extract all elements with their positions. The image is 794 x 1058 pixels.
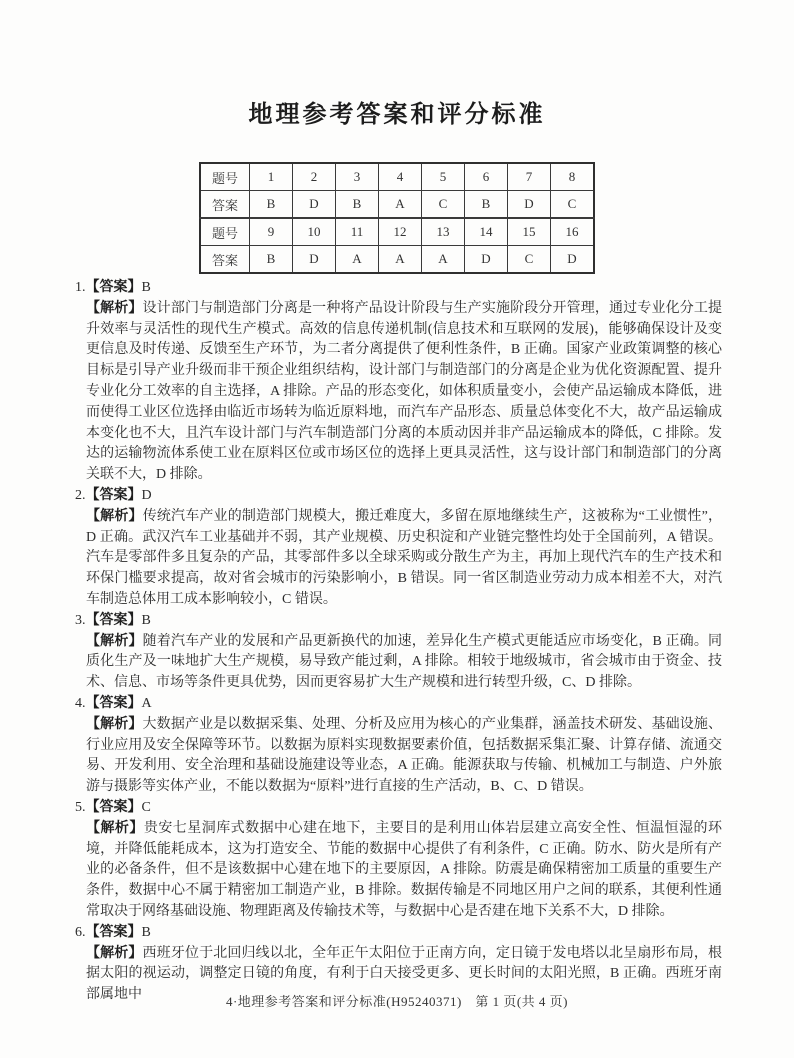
question-number: 2. (75, 487, 86, 503)
analysis-paragraph (86, 507, 722, 611)
answer-table-cell: A (379, 191, 422, 219)
answer-table-cell: 6 (465, 163, 508, 191)
question-number: 4. (75, 695, 86, 711)
answer-explanations (75, 278, 722, 1006)
answer-table-cell: D (551, 246, 595, 274)
answer-label: 【答案】 (85, 612, 142, 628)
answer-label: 【答案】 (85, 695, 142, 711)
answer-letter: C (141, 799, 151, 815)
row-header-cell: 题号 (200, 218, 250, 246)
answer-table-cell: B (250, 191, 293, 219)
question-number: 5. (75, 799, 86, 815)
answer-label: 【答案】 (85, 924, 142, 940)
analysis-paragraph (86, 299, 722, 486)
analysis-label: 【解析】 (86, 820, 144, 836)
question-number: 1. (75, 280, 86, 295)
answer-letter: B (141, 280, 151, 295)
answer-label: 【答案】 (85, 487, 142, 503)
answer-table-cell: 10 (293, 218, 336, 246)
answer-section (75, 611, 722, 694)
answer-line (75, 486, 722, 507)
answer-table-cell: D (465, 246, 508, 274)
answer-table-row (200, 246, 594, 274)
row-header-cell: 答案 (200, 246, 250, 274)
analysis-text: 贵安七星洞库式数据中心建在地下，主要目的是利用山体岩层建立高安全性、恒温恒湿的环境，并降低能耗成本，这为打造安全、节能的数据中心提供了有利条件，C 正确。防水、防火是所有产业的必备条件，但不是该数据中心建在地下的主要原因，A 排除。防震是确保精密加工质量的重要生产条件，数据中心不属于精密加工制造产业，B 排除。数据传输是不同地区用户之间的联系，其便利性通常取决于网络基础设施、物理距离及传输技术等，与数据中心是否建在地下关系不大，D 排除。 (86, 820, 723, 919)
answer-table-cell: 5 (422, 163, 465, 191)
row-header-cell: 题号 (200, 163, 250, 191)
answer-table-cell: 16 (551, 218, 595, 246)
analysis-label: 【解析】 (86, 633, 143, 649)
answer-section (75, 278, 722, 486)
answer-table-row (200, 163, 594, 191)
answer-line (75, 278, 722, 299)
analysis-text: 大数据产业是以数据采集、处理、分析及应用为核心的产业集群，涵盖技术研发、基础设施、行业应用及安全保障等环节。以数据为原料实现数据要素价值，包括数据采集汇聚、计算存储、流通交易、开发利用、安全治理和基础设施建设等业态，A 正确。能源获取与传输、机械加工与制造、户外旅游与摄影等实体产业，不能以数据为“原料”进行直接的生产活动，B、C、D 错误。 (86, 716, 722, 795)
answer-table-cell: A (379, 246, 422, 274)
answer-table-cell: C (508, 246, 551, 274)
answer-table-cell: B (336, 191, 379, 219)
answer-table-cell: 2 (293, 163, 336, 191)
answer-section (75, 798, 722, 923)
answer-table-cell: B (250, 246, 293, 274)
answer-table-cell: 11 (336, 218, 379, 246)
analysis-text: 设计部门与制造部门分离是一种将产品设计阶段与生产实施阶段分开管理，通过专业化分工提升效率与灵活性的现代生产模式。高效的信息传递机制(信息技术和互联网的发展)，能够确保设计及变更信息及时传递、反馈至生产环节，为二者分离提供了便利性条件，B 正确。国家产业政策调整的核心目标是引导产业升级而非干预企业组织结构，设计部门与制造部门的分离是企业为优化资源配置、提升专业化分工效率的自主选择，A 排除。产品的形态变化，如体积质量变小，会使产品运输成本降低，进而使得工业区位选择由临近市场转为临近原料地，而汽车产品形态、质量总体变化不大，故产品运输成本变化也不大，且汽车设计部门与汽车制造部门分离的本质动因并非产品运输成本的降低，C 排除。发达的运输物流体系使工业在原料区位或市场区位的选择上更具灵活性，这与设计部门和制造部门的分离关联不大，D 排除。 (86, 300, 722, 483)
analysis-text: 西班牙位于北回归线以北，全年正午太阳位于正南方向，定日镜于发电塔以北呈扇形布局，根据太阳的视运动，调整定日镜的角度，有利于白天接受更多、更长时间的太阳光照，B 正确。西班牙南部属地中 (86, 945, 722, 1003)
answer-table-cell: 4 (379, 163, 422, 191)
answer-section (75, 694, 722, 798)
page-footer: 4·地理参考答案和评分标准(H95240371) 第 1 页(共 4 页) (225, 994, 569, 1009)
analysis-text: 随着汽车产业的发展和产品更新换代的加速，差异化生产模式更能适应市场变化，B 正确。同质化生产及一味地扩大生产规模，易导致产能过剩，A 排除。相较于地级城市，省会城市由于资金、技术、信息、市场等条件更具优势，因而更容易扩大生产规模和进行转型升级，C、D 排除。 (86, 633, 722, 691)
answer-line (75, 798, 722, 819)
analysis-paragraph (86, 819, 722, 923)
analysis-text: 传统汽车产业的制造部门规模大，搬迁难度大，多留在原地继续生产，这被称为“工业惯性”，D 正确。武汉汽车工业基础并不弱，其产业规模、历史积淀和产业链完整性均处于全国前列，A 错误。汽车是零部件多且复杂的产品，其零部件多以全球采购或分散生产为主，再加上现代汽车的生产技术和环保门槛要求提高，故对省会城市的污染影响小，B 错误。同一省区制造业劳动力成本相差不大，对汽车制造总体用工成本影响较小，C 错误。 (86, 508, 723, 607)
answer-line (75, 694, 722, 715)
answer-key-table-body (200, 163, 594, 273)
answer-line (75, 923, 722, 944)
answer-label: 【答案】 (85, 280, 142, 295)
answer-table-cell: 12 (379, 218, 422, 246)
answer-section (75, 486, 722, 611)
answer-table-cell: 9 (250, 218, 293, 246)
answer-letter: D (141, 487, 152, 503)
page-title: 地理参考答案和评分标准 (248, 102, 546, 128)
answer-table-row (200, 191, 594, 219)
answer-key-table (199, 162, 595, 274)
answer-table-cell: 7 (508, 163, 551, 191)
answer-letter: B (141, 612, 151, 628)
answer-table-cell: 14 (465, 218, 508, 246)
analysis-label: 【解析】 (86, 300, 143, 316)
answer-table-cell: 1 (250, 163, 293, 191)
answer-table-cell: C (422, 191, 465, 219)
analysis-paragraph (86, 715, 722, 798)
answer-letter: A (141, 695, 152, 711)
answer-table-cell: C (551, 191, 595, 219)
analysis-label: 【解析】 (86, 945, 143, 961)
answer-table-cell: B (465, 191, 508, 219)
answer-table-cell: A (422, 246, 465, 274)
answer-label: 【答案】 (85, 799, 142, 815)
answer-table-row (200, 218, 594, 246)
answer-table-cell: 8 (551, 163, 595, 191)
answer-table-cell: D (293, 246, 336, 274)
analysis-label: 【解析】 (86, 508, 143, 524)
question-number: 6. (75, 924, 86, 940)
analysis-paragraph (86, 632, 722, 694)
answer-table-cell: A (336, 246, 379, 274)
answer-table-cell: 3 (336, 163, 379, 191)
answer-table-cell: 15 (508, 218, 551, 246)
row-header-cell: 答案 (200, 191, 250, 219)
answer-table-cell: 13 (422, 218, 465, 246)
question-number: 3. (75, 612, 86, 628)
answer-letter: B (141, 924, 151, 940)
answer-table-cell: D (508, 191, 551, 219)
answer-table-cell: D (293, 191, 336, 219)
analysis-label: 【解析】 (86, 716, 143, 732)
answer-line (75, 611, 722, 632)
